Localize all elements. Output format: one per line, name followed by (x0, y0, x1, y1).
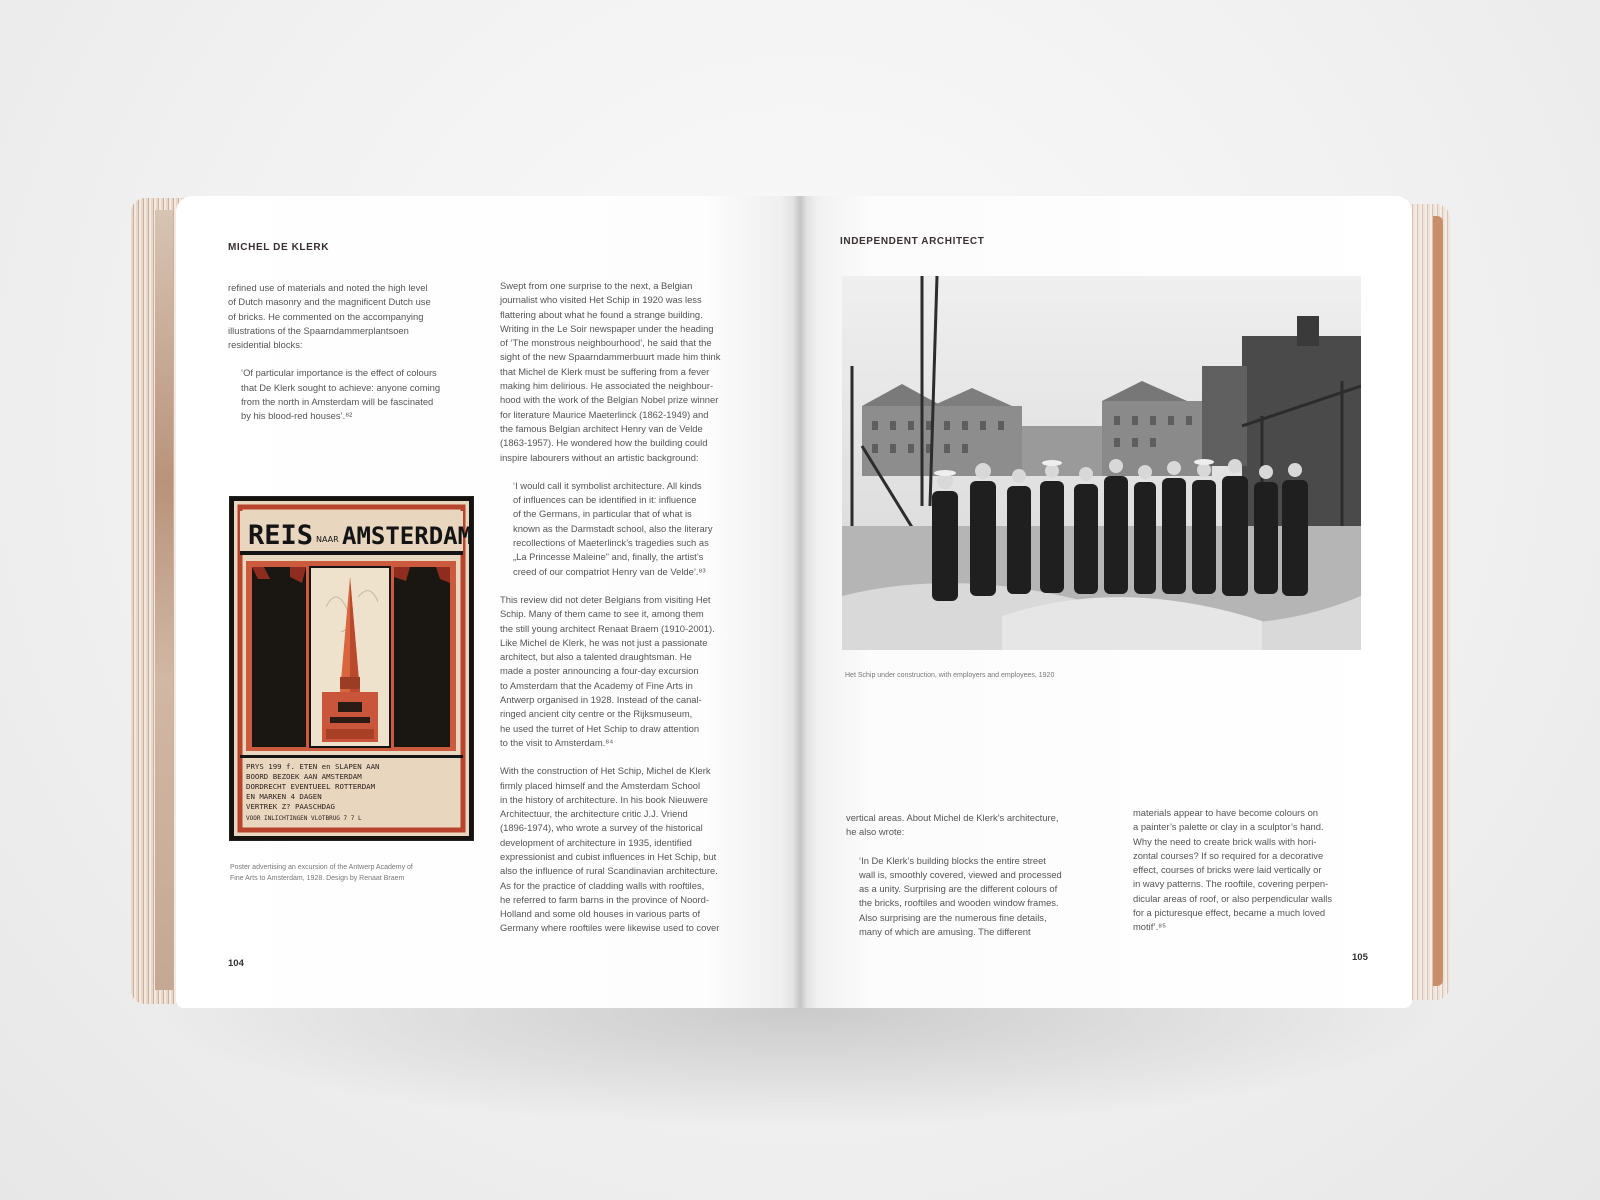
text-line: wall is, smoothly covered, viewed and processed (859, 868, 1062, 880)
text-line: zontal courses? If so required for a decorative (1133, 849, 1324, 861)
right-col1-text (846, 811, 1062, 939)
text-line: to Amsterdam that the Academy of Fine Arts in (500, 679, 693, 691)
text-line: for a picturesque effect, became a much loved (1133, 907, 1326, 919)
text-line: Holland and some old houses in various parts of (500, 908, 701, 920)
text-line: as a unity. Surprising are the different colours of (859, 883, 1058, 895)
text-line: ‘Of particular importance is the effect of colours (241, 367, 437, 379)
text-line: Swept from one surprise to the next, a Belgian (500, 280, 693, 291)
text-line: in the history of architecture. In his book Nieuwere (500, 793, 708, 805)
text-line: Schip. Many of them came to see it, among them (500, 608, 704, 620)
left-col2-text (500, 279, 720, 936)
text-line: Writing in the Le Soir newspaper under the heading (500, 322, 714, 334)
text-line: ringed ancient city centre or the Rijksmuseum, (500, 708, 693, 720)
poster-line: BOORD BEZOEK AAN AMSTERDAM (246, 772, 362, 781)
page-number-left: 104 (228, 958, 244, 969)
poster-title-reis: REIS (248, 520, 314, 551)
text-line: Germany where rooftiles were likewise used to cover (500, 922, 720, 934)
text-line: effect, courses of bricks were laid vertically or (1133, 864, 1322, 876)
running-head-right: INDEPENDENT ARCHITECT (840, 236, 985, 247)
photo-caption: Het Schip under construction, with employers and employees, 1920 (845, 672, 1055, 679)
text-line: the still young architect Renaat Braem (1910-2001). (500, 622, 715, 634)
poster-title-naar: NAAR (316, 535, 339, 544)
book-gutter (793, 196, 807, 1008)
right-col2-text (1133, 806, 1332, 935)
cover-edge-left (155, 210, 173, 990)
right-col1-quote (846, 854, 1062, 940)
text-line: known as the Darmstadt school, also the literary (513, 522, 713, 534)
text-line: of Dutch masonry and the magnificent Dutch use (228, 296, 431, 308)
text-line: by his blood-red houses’.⁸² (241, 410, 353, 422)
text-line: the famous Belgian architect Henry van de Velde (500, 422, 703, 434)
text-line: ‘I would call it symbolist architecture. All kinds (513, 479, 702, 491)
poster-line: PRYS 199 f. ETEN en SLAPEN AAN (246, 762, 380, 771)
poster-image (230, 497, 473, 840)
text-line: made a poster announcing a four-day excursion (500, 665, 699, 677)
text-line: (1896-1974), who wrote a survey of the historical (500, 822, 703, 834)
poster-line: DORDRECHT EVENTUEEL ROTTERDAM (246, 782, 376, 791)
text-line: making him delirious. He associated the neighbour- (500, 380, 714, 392)
text-line: vertical areas. About Michel de Klerk’s architecture, (846, 812, 1059, 823)
text-line: hood with the work of the Belgian Nobel prize winner (500, 394, 719, 406)
text-line: residential blocks: (228, 339, 303, 351)
poster-line: EN MARKEN 4 DAGEN (246, 792, 322, 801)
text-line: that Michel de Klerk must be suffering from a fever (500, 365, 710, 377)
text-line: journalist who visited Het Schip in 1920 was less (500, 294, 702, 306)
text-line: in wavy patterns. The rooftile, covering perpen- (1133, 878, 1329, 890)
text-line: development of architecture in 1935, identified (500, 836, 692, 848)
left-col2-quote (500, 479, 720, 579)
text-line: to the visit to Amsterdam.⁸⁴ (500, 736, 614, 748)
text-line: of influences can be identified in it: influence (513, 494, 697, 506)
text-line: flattering about what he found a strange building. (500, 308, 703, 320)
text-line: motif’.⁸⁵ (1133, 921, 1167, 933)
text-line: As for the practice of cladding walls with rooftiles, (500, 879, 705, 891)
caption-line: Poster advertising an excursion of the Antwerp Academy of (230, 864, 413, 871)
text-line: ‘In De Klerk’s building blocks the entire street (859, 854, 1046, 866)
poster-line: VERTREK Z? PAASCHDAG (246, 802, 335, 811)
text-line: expressionist and cubist influences in Het Schip, but (500, 850, 717, 862)
text-line: inspire labourers without an artistic background: (500, 451, 699, 463)
text-line: from the north in Amsterdam will be fascinated (241, 396, 434, 408)
text-line: he referred to farm barns in the province of Noord- (500, 893, 709, 905)
text-line: Why the need to create brick walls with hori- (1133, 835, 1317, 847)
text-line: Antwerp organised in 1928. Instead of the canal- (500, 694, 702, 706)
text-line: „La Princesse Maleine” and, finally, the artist’s (513, 551, 704, 563)
text-line: recollections of Maeterlinck’s tragedies such as (513, 537, 709, 549)
poster-line: VOOR INLICHTINGEN VLOTBRUG 7 7 L (246, 815, 362, 822)
text-line: Also surprising are the numerous fine details, (859, 911, 1047, 923)
text-line: of the Germans, in particular that of what is (513, 508, 692, 520)
text-line: materials appear to have become colours on (1133, 807, 1319, 818)
left-col1-text (228, 281, 440, 424)
text-line: of bricks. He commented on the accompanying (228, 310, 424, 322)
text-line: Like Michel de Klerk, he was not just a passionate (500, 636, 708, 648)
text-line: of ‘The monstrous neighbourhood’, he said that the (500, 337, 712, 349)
construction-photo (842, 276, 1361, 650)
text-line: architect, but also a talented draughtsman. He (500, 651, 692, 663)
text-line: he also wrote: (846, 826, 905, 838)
text-line: firmly placed himself and the Amsterdam School (500, 779, 701, 791)
text-line: for literature Maurice Maeterlinck (1862-1949) and (500, 408, 709, 420)
text-line: many of which are amusing. The different (859, 926, 1031, 938)
text-line: that De Klerk sought to achieve: anyone coming (241, 381, 441, 393)
text-line: a painter’s palette or clay in a sculptor’s hand. (1133, 821, 1324, 833)
left-col1-quote (228, 366, 440, 423)
text-line: refined use of materials and noted the high level (228, 282, 428, 293)
text-line: sight of the new Spaarndammerbuurt made him think (500, 351, 721, 363)
text-line: With the construction of Het Schip, Michel de Klerk (500, 765, 711, 777)
text-line: illustrations of the Spaarndammerplantsoen (228, 324, 409, 336)
cover-edge-right (1433, 216, 1443, 986)
running-head-left: MICHEL DE KLERK (228, 242, 330, 253)
text-line: This review did not deter Belgians from visiting Het (500, 593, 711, 605)
page-number-right: 105 (1352, 952, 1368, 963)
text-line: Architectuur, the architecture critic J.J. Vriend (500, 808, 688, 820)
text-line: he used the turret of Het Schip to draw attention (500, 722, 700, 734)
poster-title-amsterdam: AMSTERDAM (342, 522, 473, 550)
caption-line: Fine Arts to Amsterdam, 1928. Design by Renaat Braem (230, 874, 405, 882)
text-line: dicular areas of roof, or also perpendicular walls (1133, 892, 1333, 904)
text-line: also the influence of rural Scandinavian architecture. (500, 865, 718, 877)
text-line: (1863-1957). He wondered how the building could (500, 437, 708, 449)
text-line: the bricks, rooftiles and wooden window frames. (859, 897, 1059, 909)
poster-caption (230, 863, 413, 884)
text-line: creed of our compatriot Henry van de Velde’.⁸³ (513, 565, 706, 577)
